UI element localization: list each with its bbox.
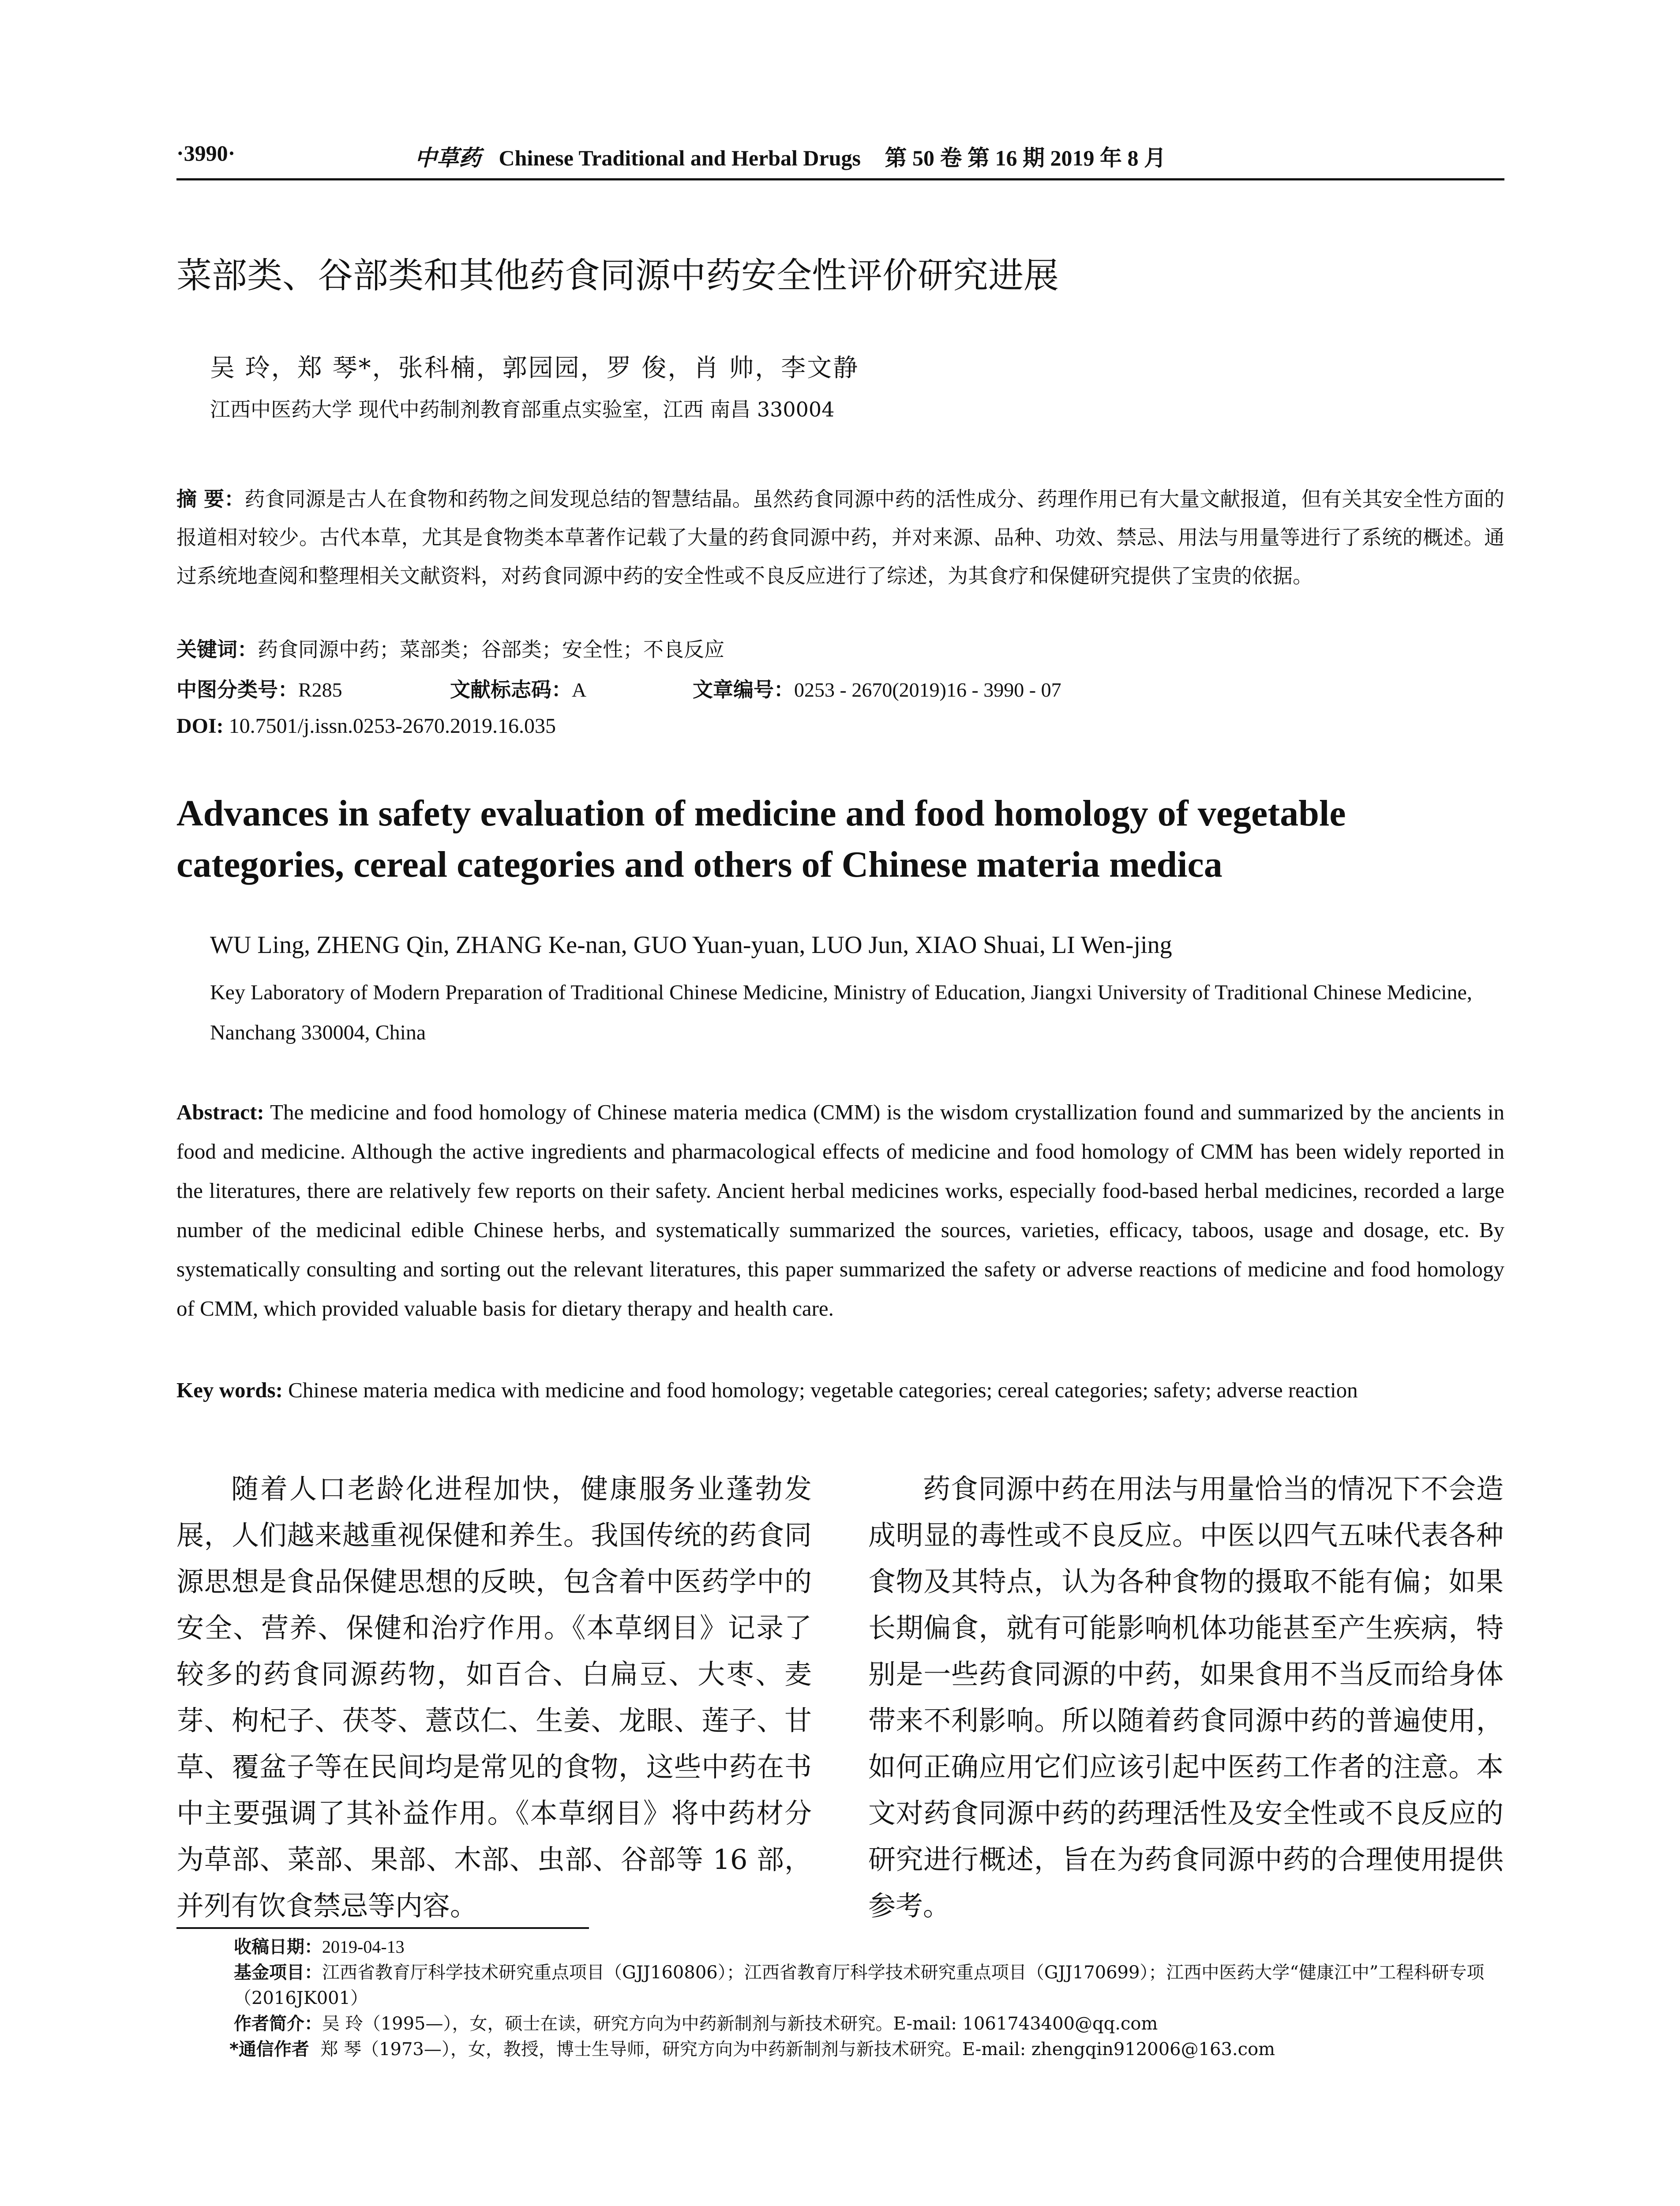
doi-label: DOI: — [176, 714, 224, 738]
abstract-en — [176, 1092, 1504, 1328]
received-value: 2019-04-13 — [322, 1937, 405, 1957]
issue-info: 第 50 卷 第 16 期 2019 年 8 月 — [885, 146, 1166, 170]
keywords-cn-label: 关键词： — [176, 638, 258, 661]
clc-value: R285 — [298, 679, 342, 701]
body-paragraph: 药食同源中药在用法与用量恰当的情况下不会造成明显的毒性或不良反应。中医以四气五味代表各种食物及其特点，认为各种食物的摄取不能有偏；如果长期偏食，就有可能影响机体功能甚至产生疾病，特别是一些药食同源的中药，如果食用不当反而给身体带来不利影响。所以随着药食同源中药的普遍使用，如何正确应用它们应该引起中医药工作者的注意。本文对药食同源中药的药理活性及安全性或不良反应的研究进行概述，旨在为药食同源中药的合理使用提供参考。 — [868, 1473, 1504, 1922]
keywords-cn-text: 药食同源中药；菜部类；谷部类；安全性；不良反应 — [258, 638, 724, 661]
clc-label: 中图分类号： — [176, 678, 298, 702]
affiliation-cn: 江西中医药大学 现代中药制剂教育部重点实验室，江西 南昌 330004 — [210, 398, 835, 421]
abstract-cn — [176, 480, 1504, 595]
footnote-received — [234, 1934, 1504, 1960]
journal-name-cn: 中草药 — [415, 145, 481, 171]
abstract-cn-label: 摘 要： — [176, 487, 245, 511]
doc-value: A — [572, 679, 587, 701]
authors-en: WU Ling, ZHENG Qin, ZHANG Ke-nan, GUO Yuan-yuan, LUO Jun, XIAO Shuai, LI Wen-jing — [210, 931, 1172, 959]
footnote-rule — [176, 1927, 589, 1929]
abstract-en-text: The medicine and food homology of Chinese materia medica (CMM) is the wisdom crystallization found and summarized by the ancients in food and medicine. Although the active ingredients and pharmacological effects of medicine and food homology of CMM has been widely reported in the literatures, there are relatively few reports on their safety. Ancient herbal medicines works, especially food-based herbal medicines, recorded a large number of the medicinal edible Chinese herbs, and systematically summarized the sources, varieties, efficacy, taboos, usage and dosage, etc. By systematically consulting and sorting out the relevant literatures, this paper summarized the safety or adverse reactions of medicine and food homology of CMM, which provided valuable basis for dietary therapy and health care. — [176, 1100, 1504, 1321]
author-value: 吴 玲（1995—），女，硕士在读，研究方向为中药新制剂与新技术研究。E-mail: 1061743400@qq.com — [322, 2014, 1158, 2034]
body-column-left — [176, 1466, 812, 1929]
corr-value: 郑 琴（1973—），女，教授，博士生导师，研究方向为中药新制剂与新技术研究。E-mail: zhengqin912006@163.com — [320, 2039, 1275, 2060]
abstract-cn-text: 药食同源是古人在食物和药物之间发现总结的智慧结晶。虽然药食同源中药的活性成分、药理作用已有大量文献报道，但有关其安全性方面的报道相对较少。古代本草，尤其是食物类本草著作记载了大量的药食同源中药，并对来源、品种、功效、禁忌、用法与用量等进行了系统的概述。通过系统地查阅和整理相关文献资料，对药食同源中药的安全性或不良反应进行了综述，为其食疗和保健研究提供了宝贵的依据。 — [176, 487, 1505, 588]
footnote-author — [234, 2011, 1504, 2037]
author-label: 作者简介： — [234, 2014, 322, 2034]
doi-line — [176, 714, 556, 738]
corr-label: *通信作者 — [229, 2039, 309, 2060]
paper-title-en: Advances in safety evaluation of medicine and food homology of vegetable categories, cereal categories and others of Chinese materia medica — [176, 793, 1346, 885]
doi-value: 10.7501/j.issn.0253-2670.2019.16.035 — [229, 714, 556, 738]
fund-value: 江西省教育厅科学技术研究重点项目（GJJ160806）；江西省教育厅科学技术研究重点项目（GJJ170699）；江西中医药大学“健康江中”工程科研专项（2016JK001） — [234, 1962, 1485, 2008]
keywords-en-text: Chinese materia medica with medicine and food homology; vegetable categories; cereal categories; safety; adverse reaction — [288, 1378, 1358, 1402]
article-number — [693, 674, 1061, 703]
journal-name-en: Chinese Traditional and Herbal Drugs — [499, 146, 861, 170]
footnote-fund — [234, 1960, 1504, 2011]
journal-header — [415, 140, 1166, 172]
fund-label: 基金项目： — [234, 1962, 322, 1983]
page-number: ·3990· — [176, 141, 236, 165]
document-code — [450, 674, 586, 703]
authors-cn: 吴 玲，郑 琴*，张科楠，郭园园，罗 俊，肖 帅，李文静 — [210, 354, 859, 383]
doc-label: 文献标志码： — [450, 678, 572, 702]
received-label: 收稿日期： — [234, 1937, 322, 1957]
paper-title-cn: 菜部类、谷部类和其他药食同源中药安全性评价研究进展 — [176, 255, 1059, 296]
body-column-right — [868, 1466, 1504, 1929]
header-rule — [176, 178, 1504, 180]
clc-code — [176, 674, 342, 703]
footnote-corresponding — [229, 2037, 1500, 2062]
keywords-en-label: Key words: — [176, 1378, 283, 1402]
abstract-en-label: Abstract: — [176, 1100, 264, 1124]
body-paragraph: 随着人口老龄化进程加快，健康服务业蓬勃发展，人们越来越重视保健和养生。我国传统的药食同源思想是食品保健思想的反映，包含着中医药学中的安全、营养、保健和治疗作用。《本草纲目》记录了较多的药食同源药物，如百合、白扁豆、大枣、麦芽、枸杞子、茯苓、薏苡仁、生姜、龙眼、莲子、甘草、覆盆子等在民间均是常见的食物，这些中药在书中主要强调了其补益作用。《本草纲目》将中药材分为草部、菜部、果部、木部、虫部、谷部等 16 部，并列有饮食禁忌等内容。 — [176, 1473, 812, 1922]
keywords-en — [176, 1370, 1504, 1410]
keywords-cn — [176, 634, 724, 663]
article-value: 0253 - 2670(2019)16 - 3990 - 07 — [794, 679, 1061, 701]
affiliation-en: Key Laboratory of Modern Preparation of Traditional Chinese Medicine, Ministry of Education, Jiangxi University of Traditional Chinese Medicine, Nanchang 330004, China — [210, 981, 1472, 1044]
article-label: 文章编号： — [693, 678, 794, 702]
